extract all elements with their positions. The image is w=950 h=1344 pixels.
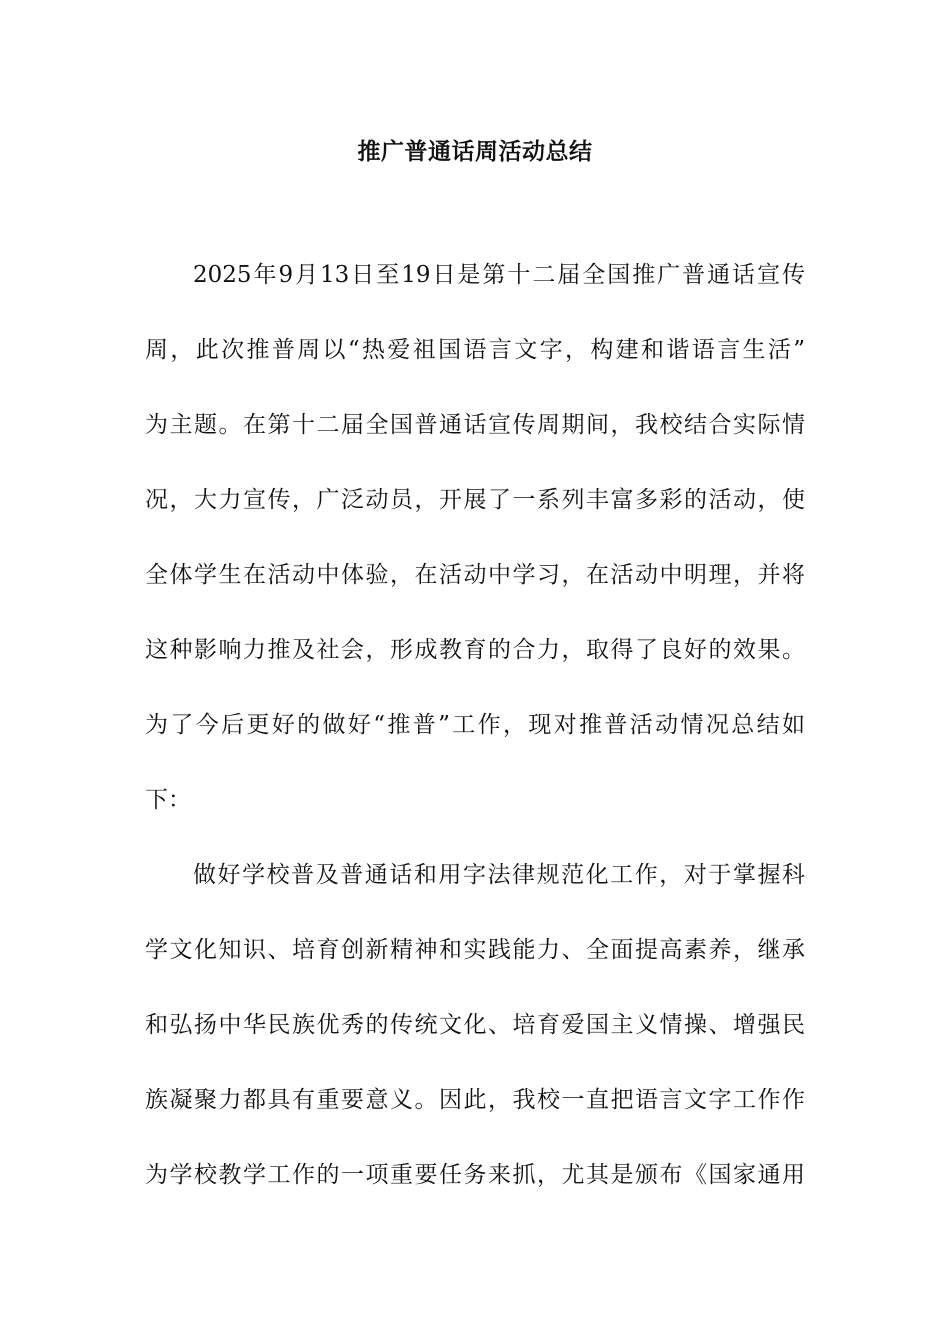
paragraph-2-line-2: 学文化知识、培育创新精神和实践能力、全面提高素养，继承 [145, 937, 805, 963]
paragraph-2-line-4: 族凝聚力都具有重要意义。因此，我校一直把语言文字工作作 [145, 1087, 805, 1113]
paragraph-1-line-7: 为了今后更好的做好“推普”工作，现对推普活动情况总结如 [145, 712, 805, 738]
paragraph-1-line-6: 这种影响力推及社会，形成教育的合力，取得了良好的效果。 [145, 637, 805, 663]
paragraph-2-line-3: 和弘扬中华民族优秀的传统文化、培育爱国主义情操、增强民 [145, 1012, 805, 1038]
paragraph-2-line-5: 为学校教学工作的一项重要任务来抓，尤其是颁布《国家通用 [145, 1162, 805, 1188]
paragraph-1-line-5: 全体学生在活动中体验，在活动中学习，在活动中明理，并将 [145, 562, 805, 588]
paragraph-1-line-3: 为主题。在第十二届全国普通话宣传周期间，我校结合实际情 [145, 412, 805, 438]
paragraph-1-line-1: 2025年9月13日至19日是第十二届全国推广普通话宣传 [193, 262, 805, 288]
paragraph-1-line-4: 况，大力宣传，广泛动员，开展了一系列丰富多彩的活动，使 [145, 487, 805, 513]
document-title: 推广普通话周活动总结 [357, 138, 593, 165]
paragraph-1-line-2: 周，此次推普周以“热爱祖国语言文字，构建和谐语言生活” [145, 337, 805, 363]
paragraph-2-line-1: 做好学校普及普通话和用字法律规范化工作，对于掌握科 [193, 862, 805, 888]
paragraph-1-line-8: 下： [145, 787, 191, 813]
